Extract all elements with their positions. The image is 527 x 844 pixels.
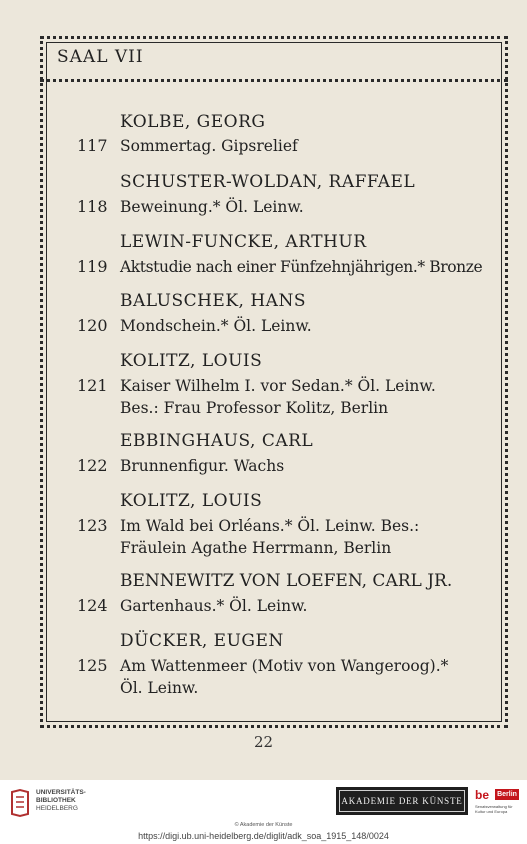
catalog-number: 119 — [77, 257, 108, 276]
catalog-number: 125 — [77, 656, 108, 675]
academy-name: AKADEMIE DER KÜNSTE — [339, 790, 465, 812]
page-number: 22 — [253, 733, 274, 751]
work-line: Am Wattenmeer (Motiv von Wangeroog).* — [120, 657, 449, 675]
artist-name: BALUSCHEK, HANS — [120, 291, 306, 311]
artist-name: LEWIN-FUNCKE, ARTHUR — [120, 232, 367, 252]
berlin-box-wordmark: Berlin — [495, 789, 519, 800]
artist-name: BENNEWITZ VON LOEFEN, CARL JR. — [120, 571, 453, 591]
section-title: SAAL VII — [57, 47, 144, 67]
catalog-number: 124 — [77, 596, 108, 615]
artist-name: SCHUSTER-WOLDAN, RAFFAEL — [120, 172, 416, 192]
university-library-logo-icon[interactable] — [8, 788, 32, 818]
work-line: Aktstudie nach einer Fünfzehnjährigen.* Bronze — [120, 258, 483, 276]
page-url[interactable]: https://digi.ub.uni-heidelberg.de/diglit/adk_soa_1915_148/0024 — [138, 831, 389, 841]
berlin-subtitle: Senatsverwaltung für Kultur und Europa — [475, 804, 513, 814]
berlin-logo[interactable] — [473, 786, 521, 820]
work-line: Im Wald bei Orléans.* Öl. Leinw. Bes.: — [120, 517, 420, 535]
catalog-number: 118 — [77, 197, 108, 216]
catalog-number: 121 — [77, 376, 108, 395]
artist-name: KOLITZ, LOUIS — [120, 351, 263, 371]
viewer-footer — [0, 780, 527, 844]
work-line: Kaiser Wilhelm I. vor Sedan.* Öl. Leinw. — [120, 377, 436, 395]
work-line: Bes.: Frau Professor Kolitz, Berlin — [120, 399, 389, 417]
work-line: Fräulein Agathe Herrmann, Berlin — [120, 539, 392, 557]
work-line: Beweinung.* Öl. Leinw. — [120, 198, 304, 216]
catalog-number: 117 — [77, 136, 108, 155]
academy-logo[interactable] — [336, 787, 468, 815]
catalog-number: 123 — [77, 516, 108, 535]
catalog-number: 120 — [77, 316, 108, 335]
berlin-be-wordmark: be — [475, 788, 490, 802]
artist-name: KOLITZ, LOUIS — [120, 491, 263, 511]
copyright-notice: © Akademie der Künste — [234, 822, 293, 828]
work-line: Brunnenfigur. Wachs — [120, 457, 285, 475]
university-library-name[interactable]: UNIVERSITÄTS- BIBLIOTHEK HEIDELBERG — [36, 789, 86, 812]
work-line: Gartenhaus.* Öl. Leinw. — [120, 597, 308, 615]
artist-name: EBBINGHAUS, CARL — [120, 431, 314, 451]
work-line: Sommertag. Gipsrelief — [120, 137, 298, 155]
work-line: Öl. Leinw. — [120, 679, 199, 697]
header-divider — [40, 79, 508, 82]
artist-name: DÜCKER, EUGEN — [120, 631, 284, 651]
catalog-number: 122 — [77, 456, 108, 475]
work-line: Mondschein.* Öl. Leinw. — [120, 317, 312, 335]
artist-name: KOLBE, GEORG — [120, 112, 266, 132]
